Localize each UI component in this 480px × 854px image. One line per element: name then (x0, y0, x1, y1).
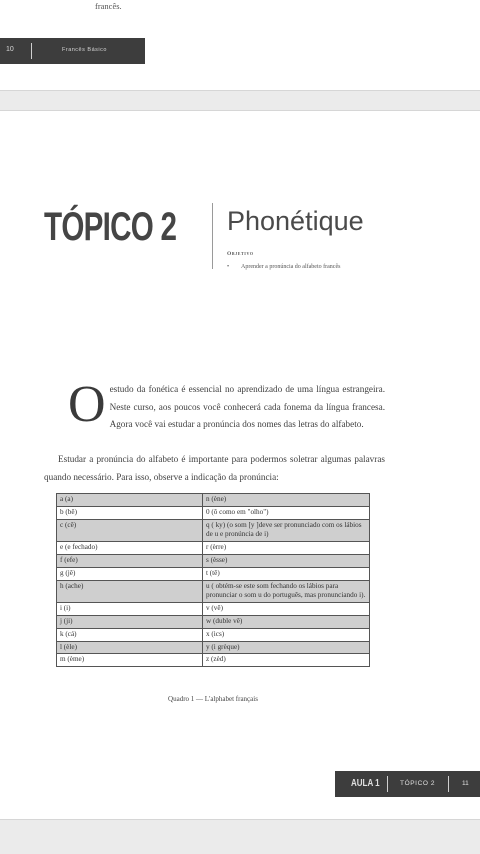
table-cell: z (zèd) (203, 654, 370, 667)
footer-page-number: 11 (462, 780, 469, 787)
book-title: Francês Básico (62, 47, 107, 53)
table-row (57, 615, 370, 628)
table-cell: l (èle) (57, 641, 203, 654)
previous-page-text: francês. (95, 1, 122, 11)
table-cell: j (ji) (57, 615, 203, 628)
table-cell: h (ache) (57, 580, 203, 603)
table-cell: n (ène) (203, 494, 370, 507)
objective-label: Objetivo (227, 251, 254, 257)
table-cell: u ( obtém-se este som fechando os lábios para pronunciar o som u do português, mas pronunciando i). (203, 580, 370, 603)
table-row (57, 554, 370, 567)
table-cell: a (a) (57, 494, 203, 507)
intro-paragraph-2: Estudar a pronúncia do alfabeto é importante para podermos soletrar algumas palavras quando necessário. Para isso, observe a indicação da pronúncia: (44, 454, 385, 482)
table-row (57, 654, 370, 667)
table-row (57, 580, 370, 603)
footer-divider (387, 776, 388, 792)
table-cell: b (bê) (57, 506, 203, 519)
table-cell: f (efe) (57, 554, 203, 567)
title-divider (212, 203, 213, 269)
intro-paragraph-1 (44, 376, 385, 434)
table-cell: 0 (ô como em "olho") (203, 506, 370, 519)
table-row (57, 494, 370, 507)
bullet-icon: • (227, 264, 230, 270)
table-cell: g (jê) (57, 567, 203, 580)
table-row (57, 641, 370, 654)
table-cell: t (tê) (203, 567, 370, 580)
table-cell: k (cá) (57, 628, 203, 641)
table-cell: e (e fechado) (57, 542, 203, 555)
objective-text: Aprender a pronúncia do alfabeto francês (241, 264, 341, 270)
alphabet-table (56, 493, 370, 667)
intro-paragraph-1-text: estudo da fonética é essencial no aprendizado de uma língua estrangeira. Neste curso, aos poucos você conhecerá cada fonema da língua francesa. Agora você vai estudar a pronúncia dos nomes das letras do alfabeto. (109, 384, 385, 429)
table-caption: Quadro 1 — L'alphabet français (168, 695, 258, 703)
table-cell: i (i) (57, 603, 203, 616)
table-row (57, 542, 370, 555)
footer-aula-label: AULA 1 (351, 778, 380, 789)
footer-divider (31, 43, 32, 59)
footer-divider (448, 776, 449, 792)
table-row (57, 519, 370, 542)
table-cell: y (i grèque) (203, 641, 370, 654)
table-cell: v (vê) (203, 603, 370, 616)
previous-page-number: 10 (6, 46, 14, 53)
objective-item (227, 264, 340, 270)
table-row (57, 628, 370, 641)
footer-topic-label: TÓPICO 2 (400, 780, 436, 787)
table-cell: c (cê) (57, 519, 203, 542)
table-row (57, 567, 370, 580)
previous-page-footer (0, 38, 145, 64)
table-cell: s (èsse) (203, 554, 370, 567)
drop-cap: O (68, 376, 106, 433)
topic-label: TÓPICO 2 (44, 205, 177, 249)
table-cell: r (èrre) (203, 542, 370, 555)
table-cell: q ( ky) (o som [y ]deve ser pronunciado com os lábios de u e pronúncia de i) (203, 519, 370, 542)
table-row (57, 506, 370, 519)
previous-page (0, 0, 480, 91)
topic-name: Phonétique (227, 206, 364, 236)
table-row (57, 603, 370, 616)
table-cell: m (ème) (57, 654, 203, 667)
table-cell: w (duble vê) (203, 615, 370, 628)
current-page (0, 110, 480, 820)
table-cell: x (ics) (203, 628, 370, 641)
page-footer (335, 771, 480, 797)
